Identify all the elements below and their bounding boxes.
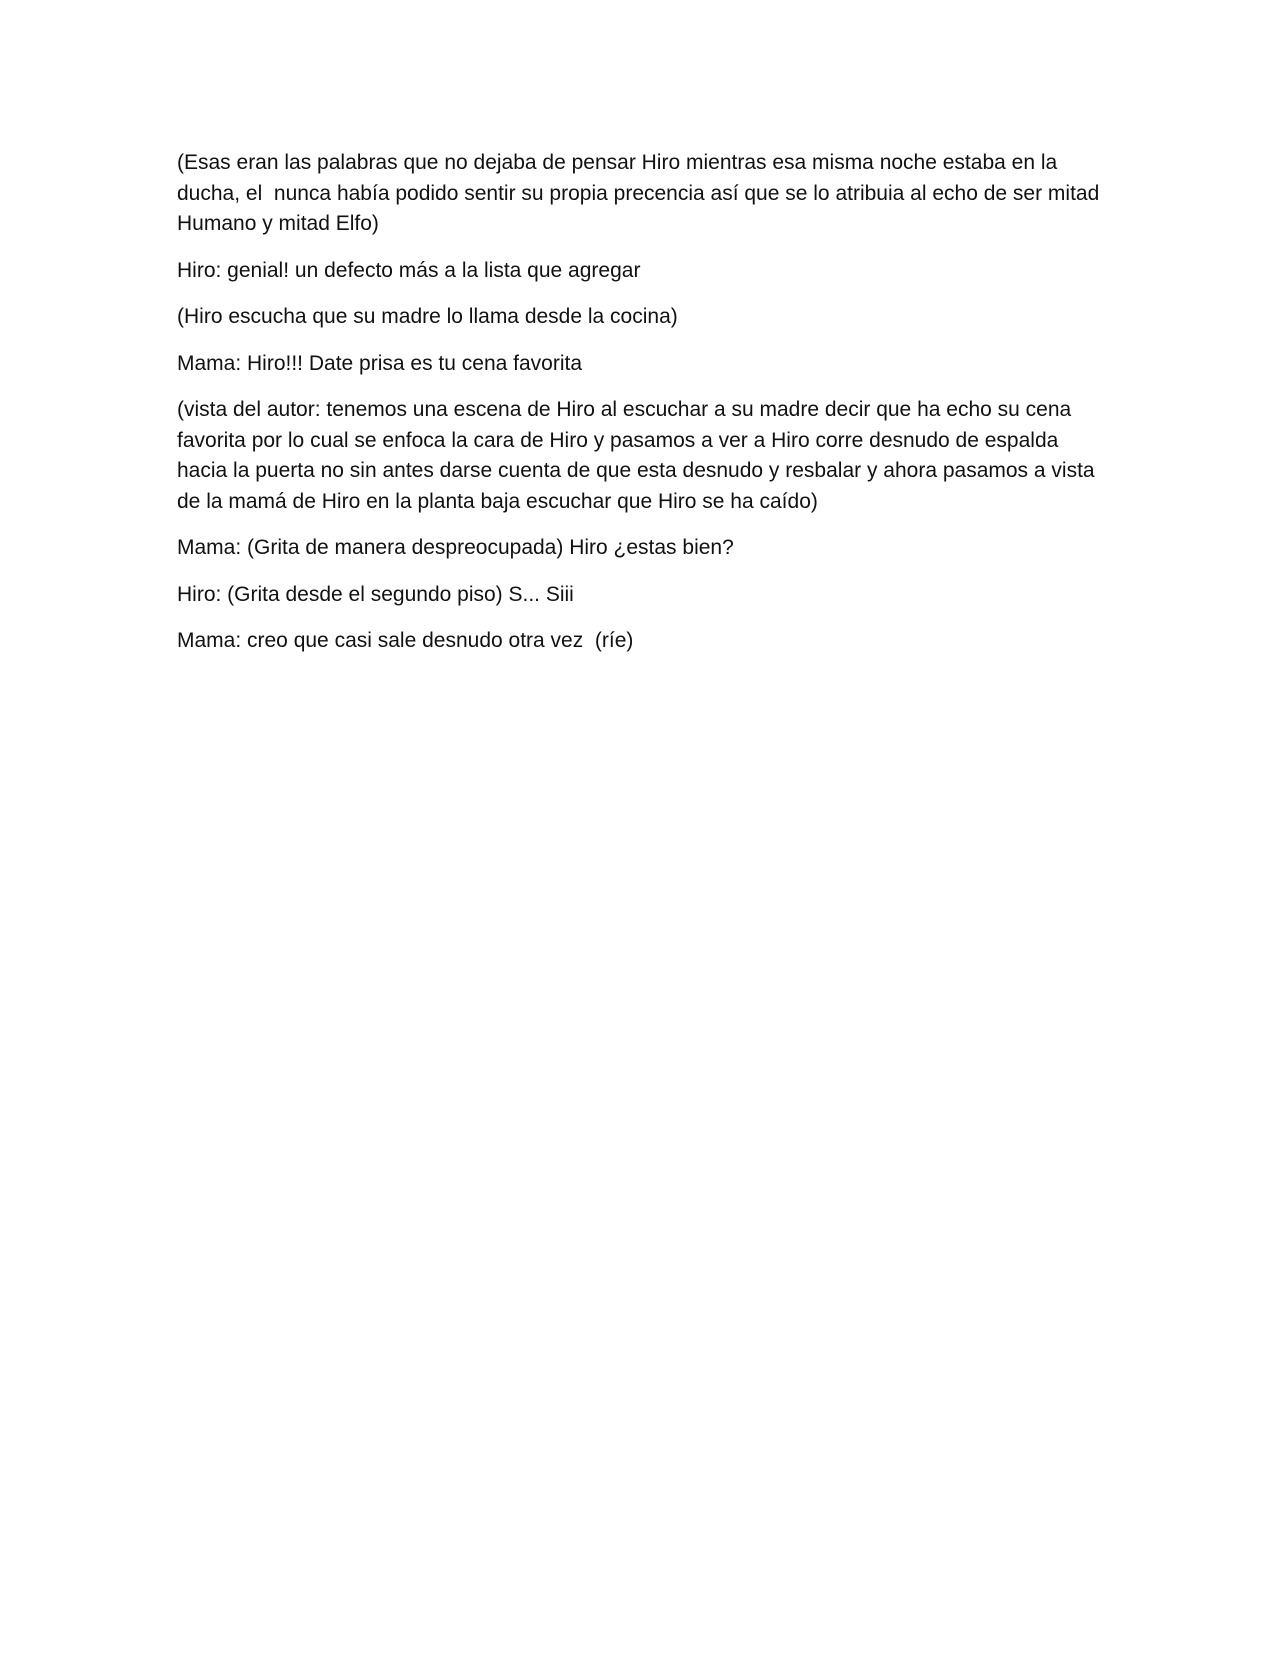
paragraph-author-view: (vista del autor: tenemos una escena de Hiro al escuchar a su madre decir que ha echo su cena favorita por lo cual se enfoca la cara de Hiro y pasamos a ver a Hiro corre desnudo de espalda hacia la puerta no sin antes darse cuenta de que esta desnudo y resbalar y ahora pasamos a vista de la mamá de Hiro en la planta baja escuchar que Hiro se ha caído) [177, 398, 1101, 513]
paragraph-hiro-line-2: Hiro: (Grita desde el segundo piso) S... Siii [177, 582, 574, 606]
paragraph-mama-line-3: Mama: creo que casi sale desnudo otra vez (ríe) [177, 629, 634, 652]
paragraph-mama-line-1: Mama: Hiro!!! Date prisa es tu cena favorita [177, 351, 582, 375]
document-body [177, 148, 1107, 673]
paragraph-narration-mother-calls: (Hiro escucha que su madre lo llama desde la cocina) [177, 305, 678, 328]
paragraph-mama-line-2: Mama: (Grita de manera despreocupada) Hiro ¿estas bien? [177, 536, 734, 559]
paragraph-hiro-line-1: Hiro: genial! un defecto más a la lista que agregar [177, 258, 641, 282]
paragraph-narration-shower: (Esas eran las palabras que no dejaba de pensar Hiro mientras esa misma noche estaba en la ducha, el nunca había podido sentir su propia precencia así que se lo atribuia al echo de ser mitad Humano y mitad Elfo) [177, 151, 1106, 235]
